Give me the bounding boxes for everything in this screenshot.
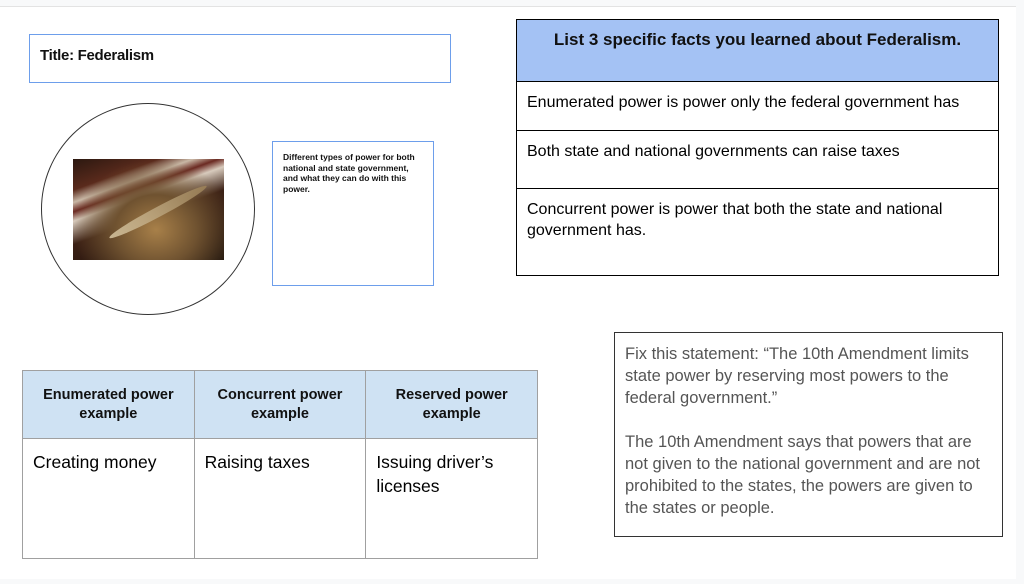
facts-table-row[interactable]: Enumerated power is power only the federal government has — [517, 82, 998, 131]
concurrent-example-cell[interactable]: Raising taxes — [194, 439, 366, 559]
fix-statement-box[interactable] — [614, 332, 1003, 537]
fix-statement-prompt: Fix this statement: “The 10th Amendment limits state power by reserving most powers to the federal government.” — [625, 345, 969, 407]
enumerated-example-cell[interactable]: Creating money — [23, 439, 195, 559]
facts-table-header: List 3 specific facts you learned about Federalism. — [517, 20, 998, 82]
flag-parchment-quill-image[interactable] — [73, 159, 224, 260]
reserved-header[interactable]: Reserved power example — [366, 371, 538, 439]
reserved-example-cell[interactable]: Issuing driver’s licenses — [366, 439, 538, 559]
title-text: Title: Federalism — [40, 47, 154, 64]
quill-shape — [107, 182, 209, 242]
power-examples-table[interactable] — [22, 370, 538, 559]
title-box[interactable] — [29, 34, 451, 83]
concurrent-header[interactable]: Concurrent power example — [194, 371, 366, 439]
facts-table-row[interactable]: Both state and national governments can raise taxes — [517, 131, 998, 189]
power-examples-row — [23, 439, 538, 559]
facts-table[interactable] — [516, 19, 999, 276]
facts-table-row[interactable]: Concurrent power is power that both the state and national government has. — [527, 201, 943, 239]
fix-statement-answer: The 10th Amendment says that powers that are not given to the national government and are not prohibited to the states, the powers are given to the states or people. — [625, 433, 980, 517]
power-examples-header-row — [23, 371, 538, 439]
power-types-note-text: Different types of power for both national and state government, and what they can do with this power. — [283, 152, 415, 194]
enumerated-header[interactable]: Enumerated power example — [23, 371, 195, 439]
power-types-note[interactable] — [272, 141, 434, 286]
